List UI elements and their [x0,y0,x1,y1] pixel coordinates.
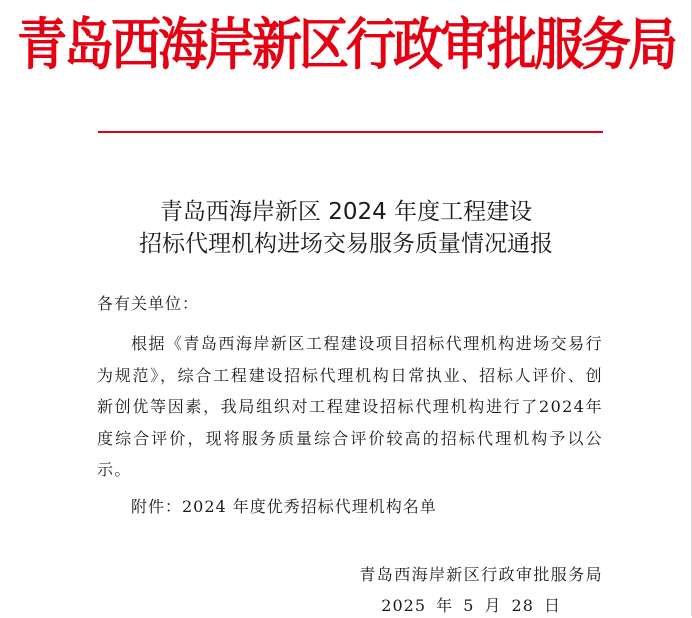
issuer-signature: 青岛西海岸新区行政审批服务局 [359,565,603,584]
masthead-red-rule [98,131,603,133]
document-title-line-2: 招标代理机构进场交易服务质量情况通报 [139,231,553,257]
document-title-line-1: 青岛西海岸新区 2024 年度工程建设 [159,199,533,225]
masthead-title: 青岛西海岸新区行政审批服务局 [17,12,675,78]
issue-date: 2025 年 5 月 28 日 [381,596,561,615]
salutation: 各有关单位： [97,294,200,313]
body-paragraph: 根据《青岛西海岸新区工程建设项目招标代理机构进场交易行为规范》，综合工程建设招标代理机构日常执业、招标人评价、创新创优等因素，我局组织对工程建设招标代理机构进行了2024年度综合评价，现将服务质量综合评价较高的招标代理机构予以公示。 [97,334,603,479]
document-title [0,196,692,260]
attachment-line: 附件：2024 年度优秀招标代理机构名单 [131,497,437,516]
